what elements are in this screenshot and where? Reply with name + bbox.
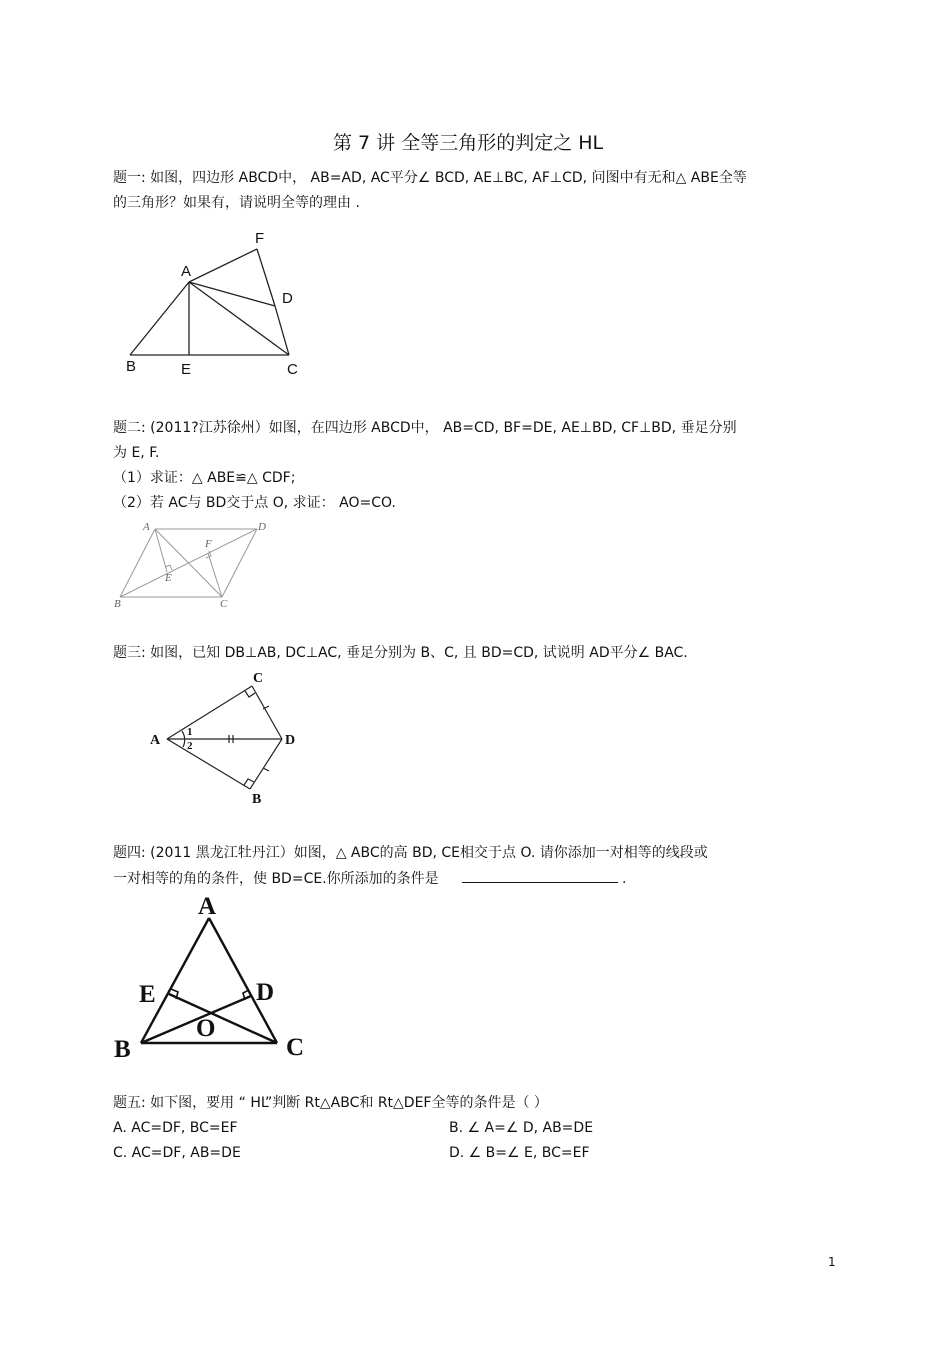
q3-label-b: B xyxy=(252,792,262,807)
answer-blank[interactable] xyxy=(462,868,618,883)
q3-angle-2: 2 xyxy=(187,740,193,752)
q2-text-line3: （1）求证：△ ABE≌△ CDF; xyxy=(113,470,296,486)
q4-label-d: D xyxy=(256,979,275,1006)
q3-figure xyxy=(145,665,305,810)
q2-label-a: A xyxy=(143,521,150,533)
q5-option-d[interactable]: D. ∠ B=∠ E, BC=EF xyxy=(449,1145,590,1161)
q2-label-d: D xyxy=(258,521,266,533)
q4-text-line2 xyxy=(113,868,626,889)
q5-option-a[interactable]: A. AC=DF, BC=EF xyxy=(113,1120,238,1136)
q2-text-line2: 为 E, F. xyxy=(113,445,160,461)
q2-label-f: F xyxy=(205,538,212,550)
q4-label-e: E xyxy=(139,981,156,1008)
q2-label-c: C xyxy=(220,598,228,610)
q4-figure xyxy=(110,890,315,1065)
q5-option-c[interactable]: C. AC=DF, AB=DE xyxy=(113,1145,241,1161)
q5-option-b[interactable]: B. ∠ A=∠ D, AB=DE xyxy=(449,1120,594,1136)
page-number: 1 xyxy=(828,1255,836,1269)
page-title: 第 7 讲 全等三角形的判定之 HL xyxy=(333,132,604,154)
q1-figure xyxy=(110,225,330,385)
q4-text-line2-main: 一对相等的角的条件，使 BD=CE.你所添加的条件是 xyxy=(113,871,439,887)
q4-label-c: C xyxy=(286,1034,305,1061)
q3-angle-1: 1 xyxy=(187,726,193,738)
q4-label-o: O xyxy=(196,1015,216,1042)
q4-text-line1: 题四: (2011 黑龙江牡丹江）如图，△ ABC的高 BD, CE相交于点 O. 请你添加一对相等的线段或 xyxy=(113,845,708,861)
q4-label-b: B xyxy=(114,1036,131,1063)
q3-text-line1: 题三: 如图，已知 DB⊥AB, DC⊥AC, 垂足分别为 B、C, 且 BD=CD, 试说明 AD平分∠ BAC. xyxy=(113,645,688,661)
q1-label-c: C xyxy=(287,361,298,378)
q1-label-f: F xyxy=(255,230,265,247)
q2-figure xyxy=(110,515,280,615)
q3-label-d: D xyxy=(285,733,296,748)
q1-text-line1: 题一: 如图，四边形 ABCD中， AB=AD, AC平分∠ BCD, AE⊥BC, AF⊥CD, 问图中有无和△ ABE全等 xyxy=(113,170,747,186)
q5-text-line1: 题五: 如下图，要用 “ HL”判断 Rt△ABC和 Rt△DEF全等的条件是（ ） xyxy=(113,1095,548,1111)
q1-label-b: B xyxy=(126,358,137,375)
q1-text-line2: 的三角形？如果有，请说明全等的理由 . xyxy=(113,195,360,211)
q2-text-line4: （2）若 AC与 BD交于点 O, 求证： AO=CO. xyxy=(113,495,396,511)
q1-label-a: A xyxy=(181,263,192,280)
q2-text-line1: 题二: (2011?江苏徐州）如图，在四边形 ABCD中， AB=CD, BF=DE, AE⊥BD, CF⊥BD, 垂足分别 xyxy=(113,420,737,436)
q4-label-a: A xyxy=(198,893,217,920)
q1-label-d: D xyxy=(282,290,293,307)
q3-label-c: C xyxy=(253,671,264,686)
q3-label-a: A xyxy=(150,733,161,748)
q4-text-line2-end: . xyxy=(622,871,627,887)
q2-label-e: E xyxy=(165,572,172,584)
q1-label-e: E xyxy=(181,361,192,378)
q2-label-b: B xyxy=(114,598,121,610)
